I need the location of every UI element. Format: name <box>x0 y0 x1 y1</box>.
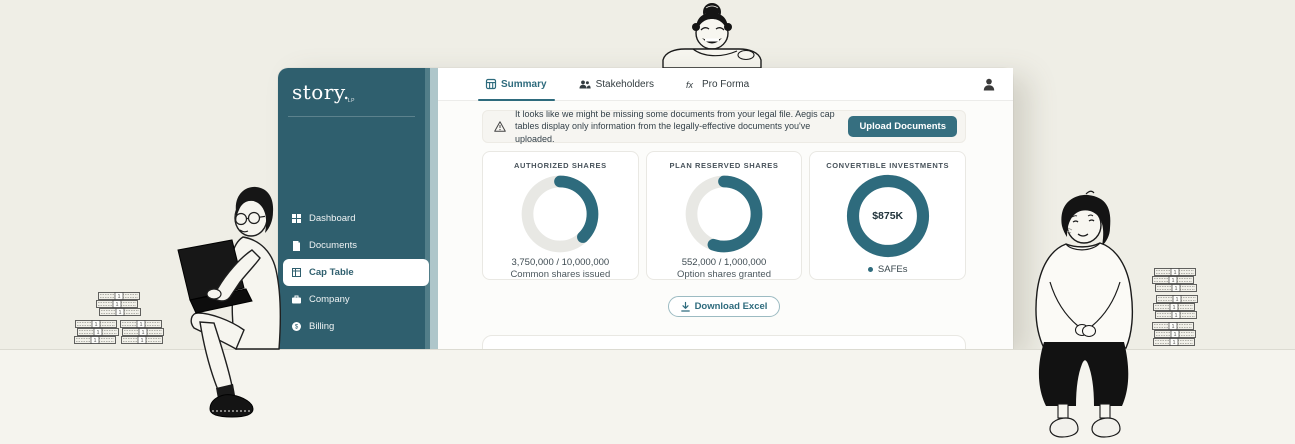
sidebar-item-label: Company <box>309 294 350 305</box>
sidebar-item-label: Dashboard <box>309 213 356 224</box>
app-window <box>278 68 1013 349</box>
logo-lp-suffix: LP <box>347 98 356 104</box>
card-title: CONVERTIBLE INVESTMENTS <box>826 161 950 170</box>
svg-text:$: $ <box>294 324 299 331</box>
illustration-peeking-woman <box>645 2 780 68</box>
illustration-money-pyramid-left <box>74 290 166 348</box>
card-title: AUTHORIZED SHARES <box>513 161 607 170</box>
download-excel-button[interactable] <box>668 296 781 317</box>
user-avatar-icon <box>983 78 995 91</box>
tab-label: Pro Forma <box>701 78 750 90</box>
sidebar <box>278 68 425 349</box>
convertible-investments-card <box>809 151 966 280</box>
authorized-shares-donut-chart <box>521 175 599 253</box>
plan-reserved-shares-card <box>646 151 803 280</box>
warning-triangle-icon <box>494 121 506 132</box>
sidebar-item-label: Documents <box>309 240 358 251</box>
legend-label: SAFEs <box>877 264 908 275</box>
tab-label: Stakeholders <box>595 78 654 90</box>
app-logo: story.LP <box>292 80 356 104</box>
main-content <box>438 68 1013 349</box>
summary-grid-icon <box>486 79 496 89</box>
card-value: 3,750,000 / 10,000,000 <box>511 257 610 268</box>
illustration-man-with-laptop <box>148 182 298 422</box>
tab-label: Summary <box>501 78 547 90</box>
tab-bar <box>484 68 751 100</box>
tab-summary[interactable] <box>484 68 549 100</box>
upload-documents-button[interactable]: Upload Documents <box>848 116 957 137</box>
summary-cards <box>482 151 966 280</box>
authorized-shares-card <box>482 151 639 280</box>
legend-dot-safes <box>868 267 873 272</box>
download-icon <box>681 302 690 312</box>
sidebar-divider <box>288 116 415 117</box>
donut-center-value: $875K <box>872 210 904 222</box>
card-caption: Option shares granted <box>677 269 772 280</box>
tab-pro-forma[interactable] <box>684 68 751 100</box>
download-label: Download Excel <box>694 301 768 312</box>
stakeholders-people-icon <box>579 80 591 89</box>
sidebar-nav <box>278 205 425 340</box>
card-value: 552,000 / 1,000,000 <box>681 257 767 268</box>
plan-reserved-shares-donut-chart <box>685 175 763 253</box>
donut-legend <box>810 264 965 275</box>
sidebar-item-dashboard[interactable] <box>278 205 425 232</box>
missing-documents-banner <box>482 110 966 143</box>
sidebar-edge-strip-light <box>430 68 438 349</box>
illustration-sitting-woman <box>1022 190 1162 444</box>
sidebar-item-cap-table[interactable] <box>283 259 429 286</box>
sidebar-item-documents[interactable] <box>278 232 425 259</box>
card-title: PLAN RESERVED SHARES <box>669 161 779 170</box>
pro-forma-fx-icon <box>686 80 697 89</box>
sidebar-item-label: Cap Table <box>309 267 354 278</box>
topbar <box>438 68 1013 101</box>
user-avatar-button[interactable] <box>983 78 995 91</box>
tab-stakeholders[interactable] <box>577 68 656 100</box>
card-caption: Common shares issued <box>510 269 611 280</box>
download-row <box>482 296 966 317</box>
illustration-money-stack-right <box>1150 268 1202 350</box>
sidebar-item-billing[interactable] <box>278 313 425 340</box>
svg-text:fx: fx <box>685 79 693 90</box>
sidebar-item-label: Billing <box>309 321 335 332</box>
sidebar-item-company[interactable] <box>278 286 425 313</box>
banner-message: It looks like we might be missing some documents from your legal file. Aegis cap tables display only information from the legally-effective documents you've uploaded. <box>515 108 835 144</box>
